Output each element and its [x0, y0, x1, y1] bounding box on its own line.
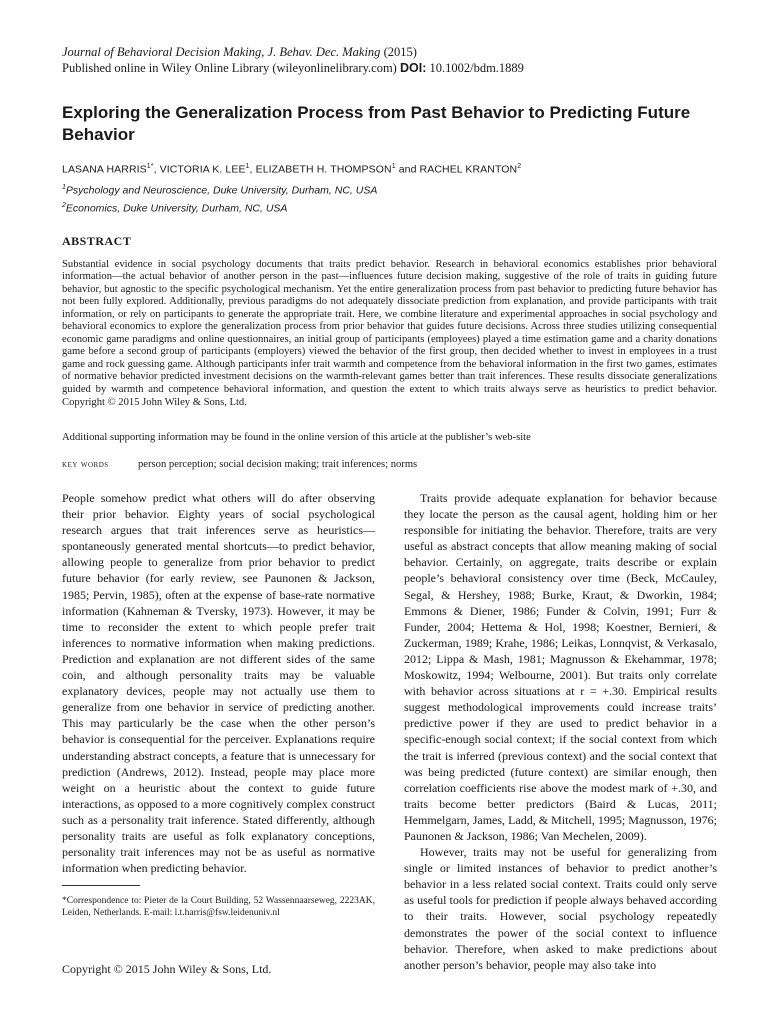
- affiliation-sup: 2: [62, 202, 66, 209]
- author-list: [62, 160, 717, 177]
- publication-line: [62, 60, 717, 76]
- author-separator: ,: [153, 163, 160, 176]
- published-online: Published online in Wiley Online Library (wileyonlinelibrary.com): [62, 61, 397, 75]
- affiliation: [62, 199, 717, 216]
- abstract-heading: ABSTRACT: [62, 233, 132, 248]
- journal-year: (2015): [383, 45, 417, 59]
- page-copyright: Copyright © 2015 John Wiley & Sons, Ltd.: [62, 962, 272, 976]
- author-separator: ,: [249, 163, 256, 176]
- author-name: RACHEL KRANTON: [419, 163, 518, 176]
- author-sup: 1: [245, 163, 250, 170]
- abstract-text: Substantial evidence in social psychology documents that traits predict behavior. Research in behavioral economics establishes prior behavioral information—the actual behavior of another person in the past—influences future decision making, suggestive of the role of traits in guiding future behavior, but agnostic to the specific psychological mechanism. Yet the entire generalization process from past behavior to predicting future behavior has not been fully explored. Additionally, previous paradigms do not adequately dissociate prediction from explanation, and provide participants with trait information, or rely on participants to generate the appropriate trait. Here, we combine literature and experimental approaches in social psychology and behavioral economics to explore the generalization process from prior behavior that guides future decisions. Across three studies utilizing consequential economic game paradigms and online questionnaires, an initial group of participants (employees) played a time estimation game and a charity donations game before a second group of participants (employers) viewed the behavior of the first group, then decided whether to invest in employees in a trust game and rock guessing game. Although participants infer trait warmth and competence from the behavioral information in the first two games, estimates of normative behavior predicted investment decisions on the warmth-relevant games better than trait inferences. These results dissociate generalizations guided by warmth and competence behavioral information, and question the extent to which traits always serve as heuristics to predict behavior. Copyright © 2015 John Wiley & Sons, Ltd.: [62, 258, 717, 408]
- author-sup: 2: [517, 163, 522, 170]
- doi-label: DOI:: [399, 61, 427, 75]
- right-column: [404, 490, 717, 973]
- journal-citation: [62, 44, 717, 60]
- supporting-info-note: Additional supporting information may be found in the online version of this article at the publisher’s web-site: [62, 432, 531, 444]
- keywords-list: person perception; social decision making; trait inferences; norms: [138, 459, 418, 471]
- affiliation-sup: 1: [62, 183, 66, 191]
- doi-value[interactable]: 10.1002/bdm.1889: [429, 61, 524, 75]
- keywords-label: key words: [62, 459, 109, 471]
- author-name: LASANA HARRIS: [62, 163, 147, 176]
- author-name: VICTORIA K. LEE: [159, 163, 246, 176]
- journal-name: Journal of Behavioral Decision Making, J. Behav. Dec. Making: [62, 45, 381, 59]
- author-sup: 1: [391, 163, 396, 170]
- affiliation: [62, 181, 717, 198]
- body-paragraph: Traits provide adequate explanation for behavior because they locate the person as the causal agent, holding him or her responsible for initiating the behavior. Therefore, traits are very useful as abstract concepts that allow meaning making of social behavior. Certainly, on aggregate, traits describe or explain people’s behavioral consistency over time (Beck, McCauley, Segal, & Hershey, 1988; Burke, Kraut, & Dworkin, 1984; Emmons & Diener, 1986; Funder & Colvin, 1991; Furr & Funder, 2004; Hettema & Hol, 1998; Koestner, Bernieri, & Zuckerman, 1989; Krahe, 1986; Leikas, Lonnqvist, & Verkasalo, 2012; Lippa & Mash, 1981; Magnusson & Ekehammar, 1978; Moskowitz, 1994; Welbourne, 2001). But traits only correlate with behavior across situations at r = +.30. Empirical results suggest methodological improvements could increase traits’ predictive power if they are used to predict behavior in a specific-enough social context; if the social context from which the trait is inferred (previous context) and the social context that was being predicted (future context) are similar enough, then correlation coefficients rise above the modest mark of +.30, and traits become better predictors (Baird & Lucas, 2011; Hemmelgarn, James, Ladd, & Mitchell, 1995; Magnusson, 1976; Paunonen & Jackson, 1986; Van Mechelen, 2009).: [404, 491, 717, 843]
- author-sup: 1*: [146, 163, 154, 170]
- body-paragraph: People somehow predict what others will do after observing their prior behavior. Eighty years of social psychological research argues that trait inferences serve as heuristics—spontaneously generated mental shortcuts—to predict behavior, allowing people to generalize from prior behavior to predict future behavior (for early review, see Paunonen & Jackson, 1985; Pervin, 1985), often at the expense of base-rate normative information (Kahneman & Tversky, 1973). However, it may be time to reconsider the extent to which people prefer trait inferences to normative information when making predictions. Prediction and explanation are not different sides of the same coin, and although personality traits may be valuable explanatory devices, people may not actually use them to generalize from one behavior in service of predicting another. This may particularly be the case when the other person’s behavior is consequential for the perceiver. Explanations require understanding abstract concepts, a feature that is unnecessary for prediction (Andrews, 2012). Instead, people may place more weight on a heuristic about the context to guide future interactions, as opposed to a more cognitively complex construct such as a personality trait inference. Stated differently, although personality traits are useful as folk explanatory conceptions, personality trait inferences may not be as useful as normative information when predicting behavior.: [62, 491, 375, 876]
- article-header: [62, 44, 717, 471]
- affiliation-text: Psychology and Neuroscience, Duke University, Durham, NC, USA: [65, 184, 378, 196]
- keywords: [62, 458, 717, 471]
- affiliation-text: Economics, Duke University, Durham, NC, USA: [65, 202, 288, 215]
- footnote-divider: [62, 885, 140, 886]
- author-conjunction: and: [395, 163, 420, 176]
- body-paragraph: However, traits may not be useful for generalizing from single or limited instances of behavior to predict another’s behavior in a less related social context. Traits could only serve as useful tools for prediction if people always behaved according to their traits. However, social psychology repeatedly demonstrates the power of the social context to influence behavior. Therefore, when asked to make predictions about another person’s behavior, people may also take into: [404, 845, 717, 972]
- author-name: ELIZABETH H. THOMPSON: [255, 163, 392, 176]
- article-title: Exploring the Generalization Process from Past Behavior to Predicting Future Behavior: [62, 103, 691, 144]
- correspondence-footnote: *Correspondence to: Pieter de la Court Building, 52 Wassennaarseweg, 2223AK, Leiden, Netherlands. E-mail: l.t.harris@fsw.leidenuniv.nl: [62, 896, 375, 918]
